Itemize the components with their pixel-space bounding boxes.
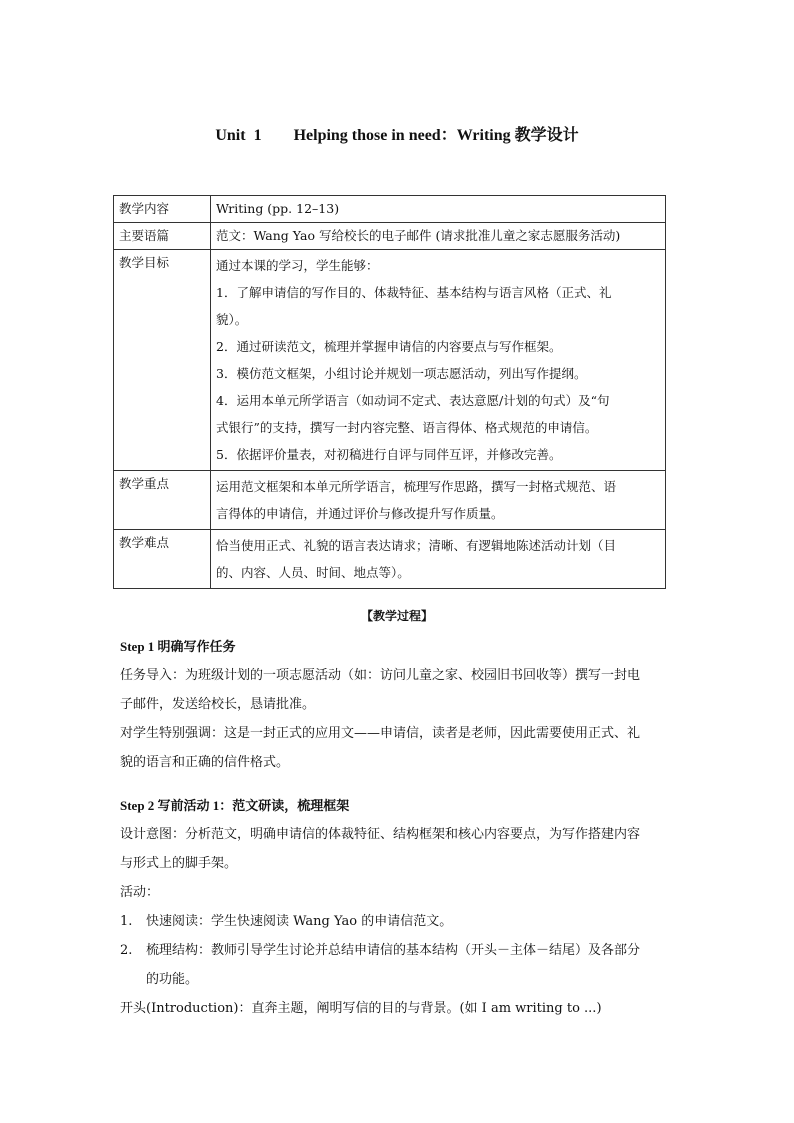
objective-line: 3．模仿范文框架，小组讨论并规划一项志愿活动，列出写作提纲。 (216, 366, 587, 381)
table-row (114, 250, 666, 471)
list-item (120, 907, 680, 936)
step1-line: 任务导入：为班级计划的一项志愿活动（如：访问儿童之家、校园旧书回收等）撰写一封电 (120, 668, 641, 683)
key-point-line: 言得体的申请信，并通过评价与修改提升写作质量。 (216, 506, 504, 521)
objective-line: 1．了解申请信的写作目的、体裁特征、基本结构与语言风格（正式、礼 (216, 285, 612, 300)
list-item (120, 936, 680, 994)
table-row (114, 196, 666, 223)
list-number: 1. (120, 914, 133, 929)
difficult-points-label: 教学难点 (114, 530, 211, 589)
objectives-label: 教学目标 (114, 250, 211, 471)
objective-line: 4．运用本单元所学语言（如动词不定式、表达意愿/计划的句式）及“句 (216, 393, 610, 408)
objective-line: 2．通过研读范文，梳理并掌握申请信的内容要点与写作框架。 (216, 339, 562, 354)
step1-line: 貌的语言和正确的信件格式。 (120, 755, 290, 770)
key-points-label: 教学重点 (114, 471, 211, 530)
step1-heading: Step 1 明确写作任务 (120, 639, 236, 654)
list-item-text: 梳理结构：教师引导学生讨论并总结申请信的基本结构（开头－主体－结尾）及各部分 (146, 943, 641, 958)
content-value: Writing (pp. 12–13) (211, 196, 666, 223)
text-value: 范文：Wang Yao 写给校长的电子邮件 (请求批准儿童之家志愿服务活动) (211, 223, 666, 250)
difficult-point-line: 的、内容、人员、时间、地点等）。 (216, 565, 410, 580)
table-row (114, 471, 666, 530)
key-points-cell (211, 471, 666, 530)
list-number: 2. (120, 943, 133, 958)
process-heading: 【教学过程】 (360, 609, 433, 623)
step1-section (120, 632, 680, 777)
objective-line: 式银行”的支持，撰写一封内容完整、语言得体、格式规范的申请信。 (216, 420, 598, 435)
step2-heading: Step 2 写前活动 1：范文研读，梳理框架 (120, 798, 350, 813)
text-label: 主要语篇 (114, 223, 211, 250)
step2-design-line: 与形式上的脚手架。 (120, 856, 238, 871)
key-point-line: 运用范文框架和本单元所学语言，梳理写作思路，撰写一封格式规范、语 (216, 479, 617, 494)
content-label: 教学内容 (114, 196, 211, 223)
activity-label: 活动： (120, 885, 160, 900)
lesson-info-table (113, 195, 666, 589)
table-row (114, 530, 666, 589)
step2-section (120, 791, 680, 1023)
list-item-text: 快速阅读：学生快速阅读 Wang Yao 的申请信范文。 (146, 914, 453, 929)
step1-line: 子邮件，发送给校长，恳请批准。 (120, 697, 316, 712)
difficult-points-cell (211, 530, 666, 589)
introduction-line: 开头(Introduction)：直奔主题，阐明写信的目的与背景。(如 I am writing to ...) (120, 1001, 602, 1016)
page-title: Unit 1 Helping those in need：Writing 教学设计 (215, 127, 579, 144)
list-item-text: 的功能。 (146, 972, 199, 987)
step2-design-line: 设计意图：分析范文，明确申请信的体裁特征、结构框架和核心内容要点，为写作搭建内容 (120, 827, 641, 842)
step1-line: 对学生特别强调：这是一封正式的应用文——申请信，读者是老师，因此需要使用正式、礼 (120, 726, 641, 741)
objective-line: 5．依据评价量表，对初稿进行自评与同伴互评，并修改完善。 (216, 447, 562, 462)
objectives-intro: 通过本课的学习，学生能够： (216, 258, 379, 273)
objective-line: 貌）。 (216, 312, 248, 327)
objectives-cell (211, 250, 666, 471)
difficult-point-line: 恰当使用正式、礼貌的语言表达请求；清晰、有逻辑地陈述活动计划（目 (216, 538, 617, 553)
table-row (114, 223, 666, 250)
